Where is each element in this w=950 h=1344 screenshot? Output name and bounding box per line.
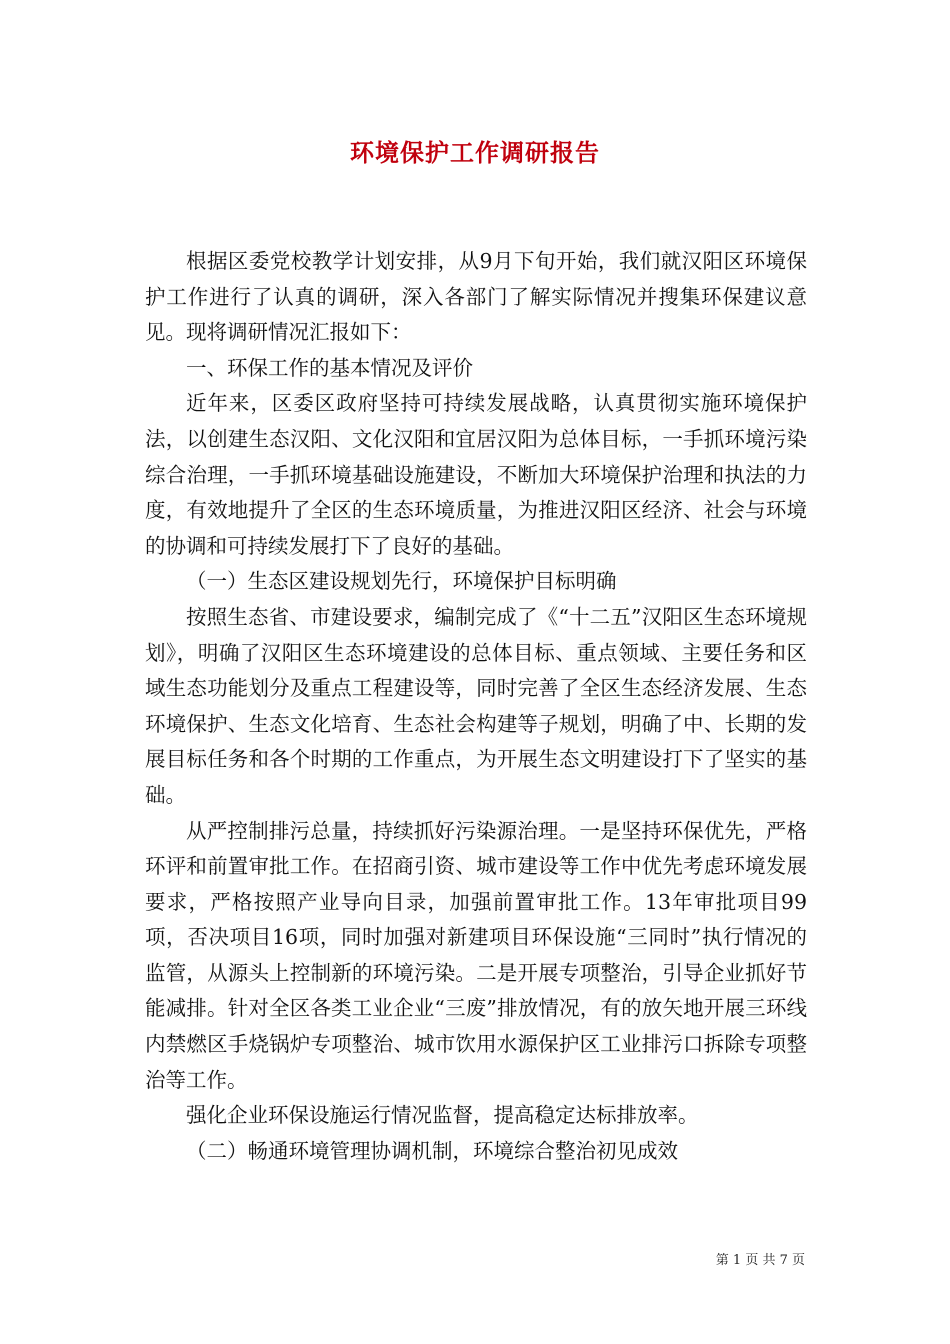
paragraph: 按照生态省、市建设要求，编制完成了《“十二五”汉阳区生态环境规划》，明确了汉阳区生态环境建设的总体目标、重点领域、主要任务和区域生态功能划分及重点工程建设等，同时完善了全区生态经济发展、生态环境保护、生态文化培育、生态社会构建等子规划，明确了中、长期的发展目标任务和各个时期的工作重点，为开展生态文明建设打下了坚实的基础。 <box>145 604 807 807</box>
page-footer: 第 1 页 共 7 页 <box>715 1253 805 1268</box>
section-heading: 一、环保工作的基本情况及评价 <box>186 355 473 380</box>
document-title: 环境保护工作调研报告 <box>350 138 600 167</box>
paragraph: 从严控制排污总量，持续抓好污染源治理。一是坚持环保优先，严格环评和前置审批工作。在招商引资、城市建设等工作中优先考虑环境发展要求，严格按照产业导向目录，加强前置审批工作。13年审批项目99项，否决项目16项，同时加强对新建项目环保设施“三同时”执行情况的监管，从源头上控制新的环境污染。二是开展专项整治，引导企业抓好节能减排。针对全区各类工业企业“三废”排放情况，有的放矢地开展三环线内禁燃区手烧锅炉专项整治、城市饮用水源保护区工业排污口拆除专项整治等工作。 <box>145 818 807 1092</box>
document-body <box>145 244 807 1169</box>
paragraph: 近年来，区委区政府坚持可持续发展战略，认真贯彻实施环境保护法，以创建生态汉阳、文化汉阳和宜居汉阳为总体目标，一手抓环境污染综合治理，一手抓环境基础设施建设，不断加大环境保护治理和执法的力度，有效地提升了全区的生态环境质量，为推进汉阳区经济、社会与环境的协调和可持续发展打下了良好的基础。 <box>145 391 807 558</box>
subsection-heading: （二）畅通环境管理协调机制，环境综合整治初见成效 <box>186 1138 678 1163</box>
paragraph: 强化企业环保设施运行情况监督，提高稳定达标排放率。 <box>186 1103 699 1128</box>
paragraph: 根据区委党校教学计划安排，从9月下旬开始，我们就汉阳区环境保护工作进行了认真的调研，深入各部门了解实际情况并搜集环保建议意见。现将调研情况汇报如下： <box>145 249 807 345</box>
subsection-heading: （一）生态区建设规划先行，环境保护目标明确 <box>186 569 617 594</box>
